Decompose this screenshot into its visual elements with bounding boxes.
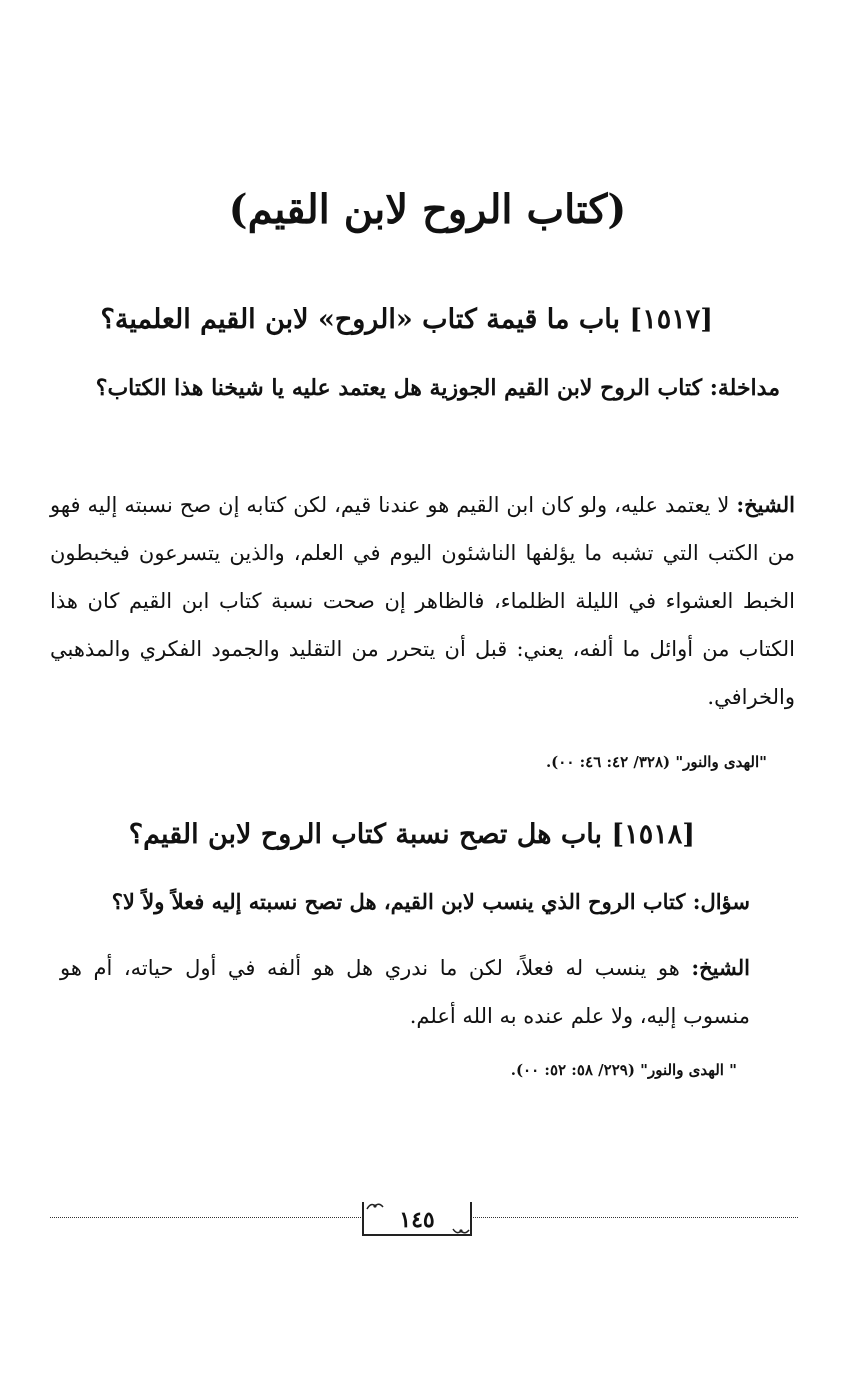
question-paragraph-1518: [55, 878, 750, 926]
footer-rule-left: [50, 1217, 363, 1218]
footer-rule-right: [473, 1217, 798, 1218]
section-heading-1518: [40, 815, 695, 855]
section-number: [١٥١٧]: [629, 304, 713, 335]
section-title: باب هل تصح نسبة كتاب الروح لابن القيم؟: [128, 819, 603, 850]
question-lead: سؤال:: [692, 889, 750, 914]
section-number: [١٥١٨]: [611, 819, 695, 850]
section-heading-1517: [40, 300, 713, 340]
section-title: باب ما قيمة كتاب «الروح» لابن القيم العلمية؟: [100, 304, 621, 335]
source-citation-1517: "الهدى والنور" (٣٢٨/ ٤٢: ٤٦: ٠٠).: [545, 753, 767, 771]
chapter-title: (كتاب الروح لابن القيم): [228, 186, 627, 233]
question-text: كتاب الروح الذي ينسب لابن القيم، هل تصح نسبته إليه فعلاً ولاً لا؟: [111, 889, 686, 914]
source-citation-1518: " الهدى والنور" (٢٢٩/ ٥٨: ٥٢: ٠٠).: [510, 1061, 737, 1079]
answer-text: لا يعتمد عليه، ولو كان ابن القيم هو عندنا قيم، لكن كتابه إن صح نسبته إليه فهو من الكتب التي تشبه ما يؤلفها الناشئون اليوم في العلم، والذين يتسرعون فيخبطون الخبط العشواء في الليلة الظلماء، فالظاهر إن صحت نسبة كتاب ابن القيم كان هذا الكتاب من أوائل ما ألفه، يعني: قبل أن يتحرر من التقليد والجمود الفكري والمذهبي والخرافي.: [50, 493, 795, 709]
answer-paragraph-1518: [60, 944, 750, 1040]
answer-lead: الشيخ:: [736, 492, 795, 517]
question-paragraph-1517: [60, 363, 780, 413]
answer-lead: الشيخ:: [691, 955, 750, 980]
page-number: ١٤٥: [399, 1207, 435, 1233]
answer-text: هو ينسب له فعلاً، لكن ما ندري هل هو ألفه في أول حياته، أم هو منسوب إليه، ولا علم عنده به الله أعلم.: [60, 956, 750, 1028]
answer-paragraph-1517: [50, 481, 795, 721]
question-lead: مداخلة:: [709, 375, 780, 401]
question-text: كتاب الروح لابن القيم الجوزية هل يعتمد عليه يا شيخنا هذا الكتاب؟: [95, 375, 703, 401]
